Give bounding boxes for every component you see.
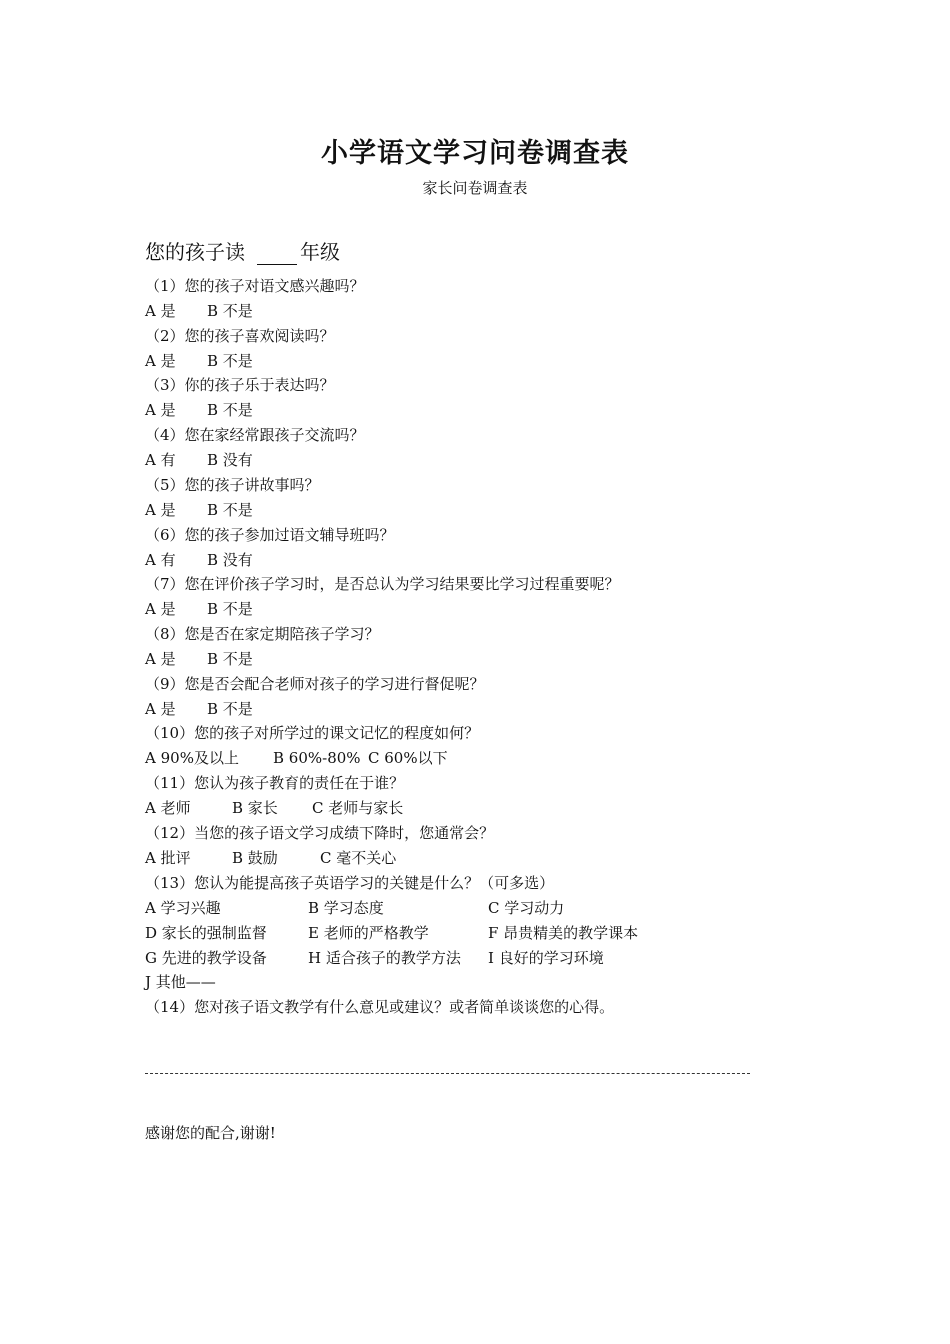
thanks-note: 感谢您的配合,谢谢! bbox=[145, 1124, 276, 1142]
option-g[interactable]: G 先进的教学设备 bbox=[145, 949, 267, 967]
question-5-options bbox=[145, 500, 345, 520]
question-3: （3）你的孩子乐于表达吗？ bbox=[145, 376, 335, 394]
option-i[interactable]: I 良好的学习环境 bbox=[488, 949, 604, 967]
option-c[interactable]: C 老师与家长 bbox=[312, 799, 404, 817]
option-b[interactable]: B 没有 bbox=[207, 451, 253, 469]
option-b[interactable]: B 不是 bbox=[207, 650, 253, 668]
option-a[interactable]: A 批评 bbox=[145, 849, 191, 867]
option-a[interactable]: A 是 bbox=[145, 401, 176, 419]
option-c[interactable]: C 毫不关心 bbox=[320, 849, 397, 867]
question-5: （5）您的孩子讲故事吗？ bbox=[145, 476, 320, 494]
option-a[interactable]: A 有 bbox=[145, 551, 176, 569]
question-6: （6）您的孩子参加过语文辅导班吗？ bbox=[145, 526, 395, 544]
option-f[interactable]: F 昂贵精美的教学课本 bbox=[488, 924, 639, 942]
question-9-options bbox=[145, 699, 345, 719]
dashed-divider bbox=[145, 1073, 750, 1074]
option-b[interactable]: B 鼓励 bbox=[232, 849, 278, 867]
question-2-options bbox=[145, 351, 345, 371]
grade-blank[interactable] bbox=[257, 242, 297, 265]
option-b[interactable]: B 不是 bbox=[207, 401, 253, 419]
option-j[interactable]: J 其他—— bbox=[145, 973, 216, 991]
question-7-options bbox=[145, 599, 345, 619]
question-8: （8）您是否在家定期陪孩子学习？ bbox=[145, 625, 380, 643]
document-subtitle: 家长问卷调查表 bbox=[422, 179, 528, 197]
question-14: （14）您对孩子语文教学有什么意见或建议？或者简单谈谈您的心得。 bbox=[145, 998, 615, 1016]
question-1-options bbox=[145, 301, 345, 321]
option-b[interactable]: B 学习态度 bbox=[308, 899, 384, 917]
option-b[interactable]: B 家长 bbox=[232, 799, 278, 817]
option-b[interactable]: B 不是 bbox=[207, 501, 253, 519]
question-11-options bbox=[145, 798, 545, 818]
question-10-options bbox=[145, 748, 545, 768]
option-b[interactable]: B 不是 bbox=[207, 600, 253, 618]
question-13-options-row-3 bbox=[145, 948, 745, 968]
question-6-options bbox=[145, 550, 345, 570]
question-1: （1）您的孩子对语文感兴趣吗？ bbox=[145, 277, 365, 295]
option-b[interactable]: B 60%-80% bbox=[273, 749, 361, 767]
question-12-options bbox=[145, 848, 545, 868]
grade-suffix: 年级 bbox=[300, 240, 340, 264]
grade-prefix: 您的孩子读 bbox=[145, 240, 245, 264]
question-10: （10）您的孩子对所学过的课文记忆的程度如何？ bbox=[145, 724, 480, 742]
option-a[interactable]: A 是 bbox=[145, 600, 176, 618]
option-b[interactable]: B 没有 bbox=[207, 551, 253, 569]
question-13: （13）您认为能提高孩子英语学习的关键是什么？（可多选） bbox=[145, 874, 555, 892]
option-d[interactable]: D 家长的强制监督 bbox=[145, 924, 267, 942]
option-a[interactable]: A 是 bbox=[145, 700, 176, 718]
option-b[interactable]: B 不是 bbox=[207, 302, 253, 320]
option-c[interactable]: C 60%以下 bbox=[368, 749, 448, 767]
question-2: （2）您的孩子喜欢阅读吗？ bbox=[145, 327, 335, 345]
option-a[interactable]: A 是 bbox=[145, 352, 176, 370]
question-13-options-row-1 bbox=[145, 898, 745, 918]
option-c[interactable]: C 学习动力 bbox=[488, 899, 565, 917]
option-b[interactable]: B 不是 bbox=[207, 700, 253, 718]
option-a[interactable]: A 有 bbox=[145, 451, 176, 469]
option-e[interactable]: E 老师的严格教学 bbox=[308, 924, 429, 942]
question-8-options bbox=[145, 649, 345, 669]
option-a[interactable]: A 学习兴趣 bbox=[145, 899, 221, 917]
option-h[interactable]: H 适合孩子的教学方法 bbox=[308, 949, 461, 967]
option-a[interactable]: A 是 bbox=[145, 501, 176, 519]
question-4-options bbox=[145, 450, 345, 470]
question-11: （11）您认为孩子教育的责任在于谁？ bbox=[145, 774, 405, 792]
document-title: 小学语文学习问卷调查表 bbox=[321, 138, 629, 169]
question-4: （4）您在家经常跟孩子交流吗？ bbox=[145, 426, 365, 444]
option-a[interactable]: A 是 bbox=[145, 650, 176, 668]
question-13-options-row-2 bbox=[145, 923, 745, 943]
option-a[interactable]: A 老师 bbox=[145, 799, 191, 817]
option-b[interactable]: B 不是 bbox=[207, 352, 253, 370]
question-12: （12）当您的孩子语文学习成绩下降时，您通常会？ bbox=[145, 824, 495, 842]
grade-line bbox=[145, 236, 340, 265]
option-a[interactable]: A 是 bbox=[145, 302, 176, 320]
question-9: （9）您是否会配合老师对孩子的学习进行督促呢？ bbox=[145, 675, 485, 693]
option-a[interactable]: A 90%及以上 bbox=[145, 749, 239, 767]
question-3-options bbox=[145, 400, 345, 420]
question-7: （7）您在评价孩子学习时，是否总认为学习结果要比学习过程重要呢？ bbox=[145, 575, 620, 593]
